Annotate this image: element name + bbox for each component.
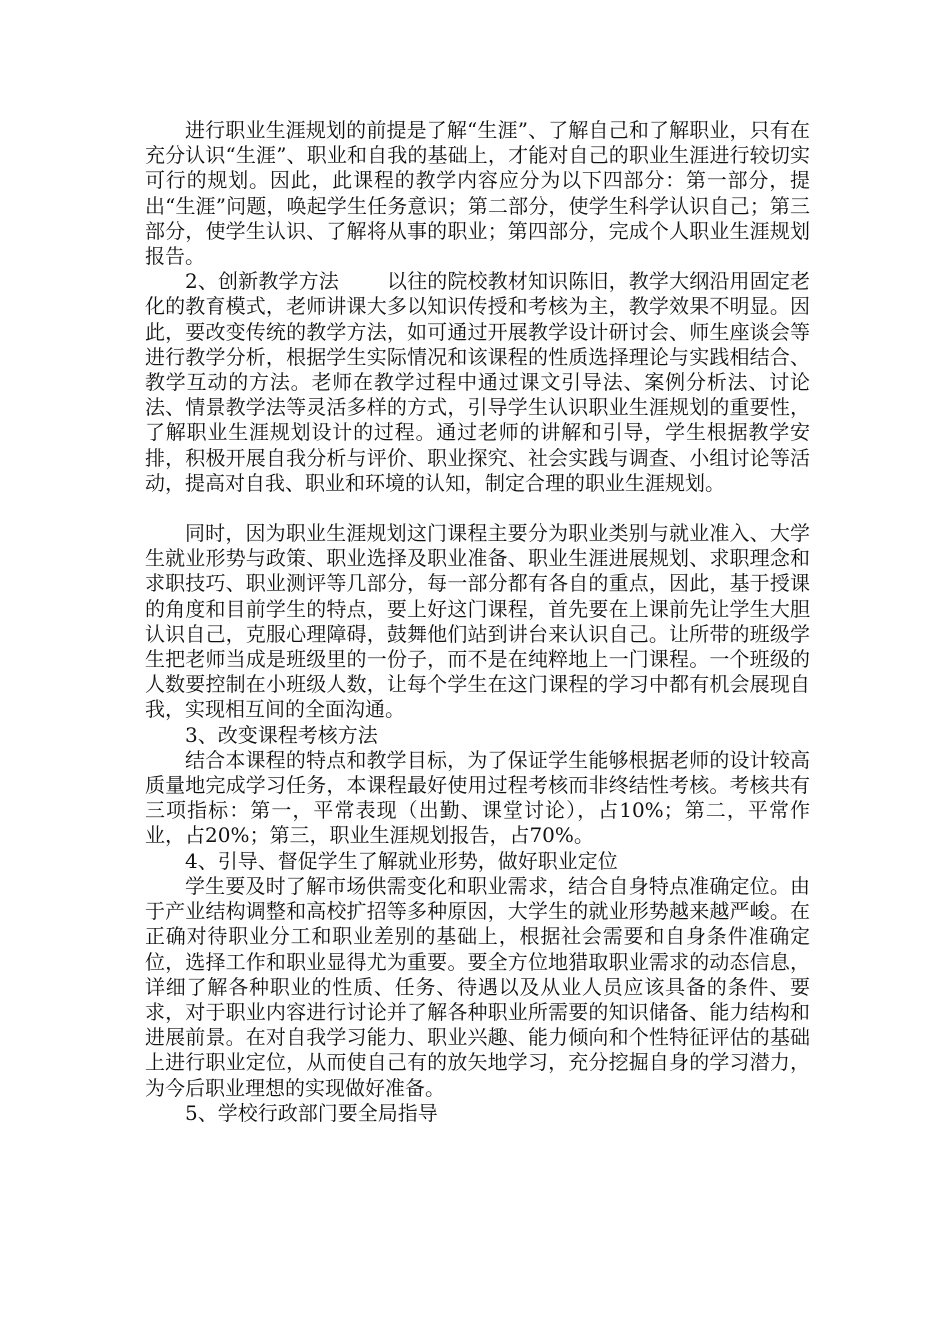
- paragraph-course-content: 进行职业生涯规划的前提是了解“生涯”、了解自己和了解职业，只有在充分认识“生涯”、职业和自我的基础上，才能对自己的职业生涯进行较切实可行的规划。因此，此课程的教学内容应分为以下四部分：第一部分，提出“生涯”问题，唤起学生任务意识；第二部分，使学生科学认识自己；第三部分，使学生认识、了解将从事的职业；第四部分，完成个人职业生涯规划报告。: [145, 118, 810, 269]
- paragraph-teaching-methods: 以往的院校教材知识陈旧，教学大纲沿用固定老化的教育模式，老师讲课大多以知识传授和考核为主，教学效果不明显。因此，要改变传统的教学方法，如可通过开展教学设计研讨会、师生座谈会等进行教学分析，根据学生实际情况和该课程的性质选择理论与实践相结合、教学互动的方法。老师在教学过程中通过课文引导法、案例分析法、讨论法、情景教学法等灵活多样的方式，引导学生认识职业生涯规划的重要性，了解职业生涯规划设计的过程。通过老师的讲解和引导，学生根据教学安排，积极开展自我分析与评价、职业探究、社会实践与调查、小组讨论等活动，提高对自我、职业和环境的认知，制定合理的职业生涯规划。: [145, 269, 810, 495]
- document-page: [145, 118, 810, 1126]
- paragraph-career-positioning: 学生要及时了解市场供需变化和职业需求，结合自身特点准确定位。由于产业结构调整和高校扩招等多种原因，大学生的就业形势越来越严峻。在正确对待职业分工和职业差别的基础上，根据社会需要和自身条件准确定位，选择工作和职业显得尤为重要。要全方位地猎取职业需求的动态信息，详细了解各种职业的性质、任务、待遇以及从业人员应该具备的条件、要求，对于职业内容进行讨论并了解各种职业所需要的知识储备、能力结构和进展前景。在对自我学习能力、职业兴趣、能力倾向和个性特征评估的基础上进行职业定位，从而使自己有的放矢地学习，充分挖掘自身的学习潜力，为今后职业理想的实现做好准备。: [145, 873, 810, 1100]
- paragraph-gap: [145, 496, 810, 521]
- section-heading-3: 3、改变课程考核方法: [185, 722, 378, 747]
- section-heading-4: 4、引导、督促学生了解就业形势，做好职业定位: [185, 848, 618, 873]
- section-heading-2: 2、创新教学方法: [185, 269, 339, 294]
- paragraph-assessment: 结合本课程的特点和教学目标，为了保证学生能够根据老师的设计较高质量地完成学习任务，本课程最好使用过程考核而非终结性考核。考核共有三项指标：第一，平常表现（出勤、课堂讨论），占10%；第二，平常作业，占20%；第三，职业生涯规划报告，占70%。: [145, 747, 810, 848]
- section-heading-5: 5、学校行政部门要全局指导: [185, 1100, 438, 1125]
- paragraph-class-interaction: 同时，因为职业生涯规划这门课程主要分为职业类别与就业准入、大学生就业形势与政策、职业选择及职业准备、职业生涯进展规划、求职理念和求职技巧、职业测评等几部分，每一部分都有各自的重点，因此，基于授课的角度和目前学生的特点，要上好这门课程，首先要在上课前先让学生大胆认识自己，克服心理障碍，鼓舞他们站到讲台来认识自己。让所带的班级学生把老师当成是班级里的一份子，而不是在纯粹地上一门课程。一个班级的人数要控制在小班级人数，让每个学生在这门课程的学习中都有机会展现自我，实现相互间的全面沟通。: [145, 521, 810, 722]
- section-2-paragraph: [145, 269, 810, 496]
